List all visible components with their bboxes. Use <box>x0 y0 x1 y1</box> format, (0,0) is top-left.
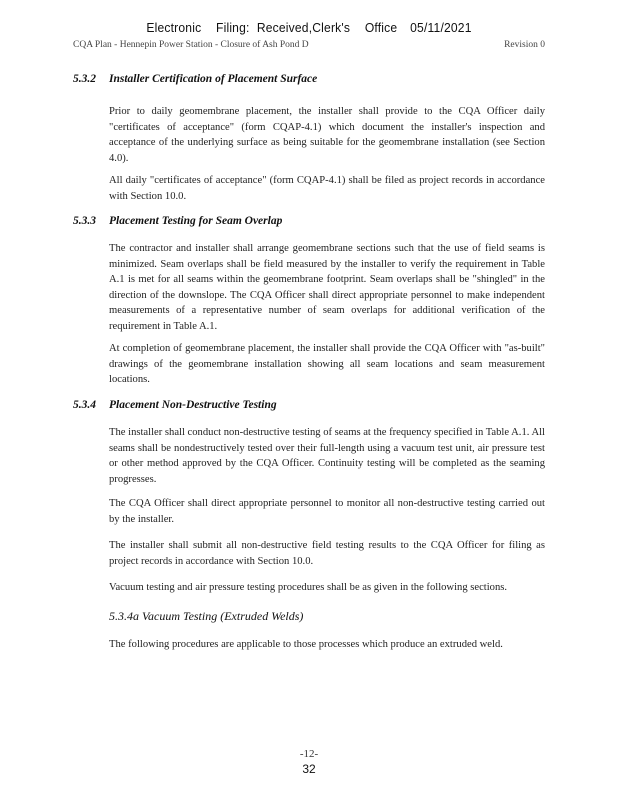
filing-stamp <box>22 20 597 35</box>
running-header-revision: Revision 0 <box>504 40 545 50</box>
filing-stamp-part: Received,Clerk's <box>256 20 351 35</box>
filing-stamp-part: Filing: <box>216 20 250 35</box>
running-header <box>73 40 545 50</box>
paragraph: At completion of geomembrane placement, the installer shall provide the CQA Officer with "as-built" drawings of the geomembrane installation showing all seam locations and seam measurement locations. <box>109 343 545 386</box>
filing-stamp-part: Office <box>364 20 398 35</box>
paragraph: The installer shall conduct non-destructive testing of seams at the frequency specified in Table A.1. All seams shall be nondestructively tested over their full-length using a vacuum test unit, air pressure test or other method approved by the CQA Officer. Continuity testing will be completed as the seaming progresses. <box>109 427 545 485</box>
section-number: 5.3.2 <box>73 73 96 85</box>
section-number: 5.3.4 <box>73 399 96 411</box>
section-title: Installer Certification of Placement Surface <box>109 73 318 85</box>
section-number: 5.3.3 <box>73 215 96 227</box>
section-title: Placement Testing for Seam Overlap <box>109 215 283 227</box>
paragraph: The following procedures are applicable to those processes which produce an extruded weld. <box>109 639 503 650</box>
paragraph: All daily "certificates of acceptance" (form CQAP-4.1) shall be filed as project records in accordance with Section 10.0. <box>109 175 545 202</box>
section-heading-5-3-3 <box>73 215 282 227</box>
filing-stamp-part: Electronic <box>146 20 202 35</box>
paragraph: The CQA Officer shall direct appropriate personnel to monitor all non-destructive testing carried out by the installer. <box>109 498 545 525</box>
paragraph: Vacuum testing and air pressure testing procedures shall be as given in the following sections. <box>109 582 508 593</box>
page-number: 32 <box>302 762 316 776</box>
paragraph: The installer shall submit all non-destructive field testing results to the CQA Officer for filing as project records in accordance with Section 10.0. <box>109 540 545 567</box>
filing-stamp-date: 05/11/2021 <box>410 20 472 35</box>
running-header-left: CQA Plan - Hennepin Power Station - Closure of Ash Pond D <box>73 40 309 50</box>
paragraph: Prior to daily geomembrane placement, the installer shall provide to the CQA Officer daily "certificates of acceptance" (form CQAP-4.1) which document the installer's inspection and acceptance of the underlying surface as being suitable for the geomembrane installation (see Section 4.0). <box>109 106 545 164</box>
section-title: Placement Non-Destructive Testing <box>109 399 277 411</box>
subsection-heading: 5.3.4a Vacuum Testing (Extruded Welds) <box>109 609 304 623</box>
page-label: -12- <box>299 748 319 760</box>
section-heading-5-3-4 <box>73 399 277 411</box>
paragraph: The contractor and installer shall arrange geomembrane sections such that the use of field seams is minimized. Seam overlaps shall be field measured by the installer to verify the requirement in Table A.1 is met for all seams within the geomembrane footprint. Seam overlaps shall be "shingled" in the direction of the downslope. The CQA Officer shall direct appropriate personnel to make independent measurements of a representative number of seam overlaps for additional verification of the requirement in Table A.1. <box>109 243 545 332</box>
section-heading-5-3-2 <box>73 73 317 85</box>
